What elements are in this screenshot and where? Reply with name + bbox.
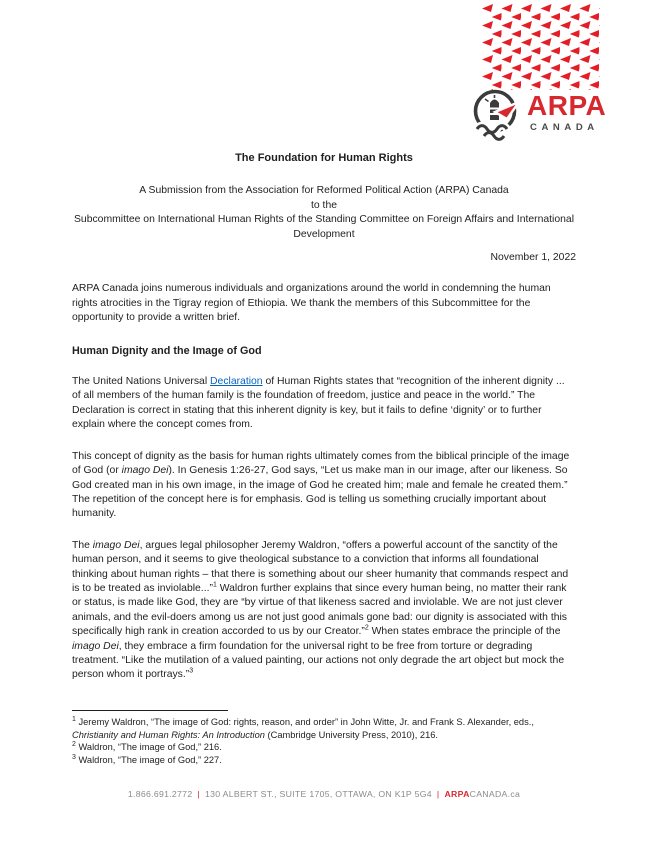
submission-line-1: A Submission from the Association for Reformed Political Action (ARPA) Canada [139,185,509,197]
arpa-logo [472,86,606,142]
submission-line-2: to the [311,199,337,211]
footnote-3: $^3$ Waldron, “The image of God,” 227. [72,753,222,765]
logo-brand-name: ARPA [527,90,607,121]
paragraph-un-declaration: The United Nations Universal Declaration of Human Rights states that “recognition of the inherent dignity ... of all members of the human family is the foundation of freedom, justice and peace in the world.” The Declaration is correct in stating that this inherent dignity is key, but it fails to define ‘dignity’ or to further explain where the concept comes from. [72,376,565,431]
footnote-marker: 3 [72,753,76,761]
triangle-pattern-decoration [482,4,600,90]
declaration-link[interactable]: Declaration [210,376,263,388]
paragraph-imago-dei: This concept of dignity as the basis for human rights ultimately comes from the biblical principle of the image of God (or imago Dei). In Genesis 1:26-27, God says, “Let us make man in our image, after our likeness. So God created man in his own image, in the image of God he created him; male and female he created them.” The repetition of the concept here is for emphasis. God is telling us something crucially important about humanity. [72,450,570,520]
footnote-1: $^1$ Jeremy Waldron, “The image of God: rights, reason, and order” in John Witte, Jr. and Frank S. Alexander, eds., Christianity and Human Rights: An Introduction (Cambridge University Press, 2010), 216. [72,715,534,740]
footnote-marker: 1 [212,581,217,589]
footnote-marker: 1 [72,715,76,723]
document-date: November 1, 2022 [490,252,576,264]
footnote-marker: 3 [189,667,194,675]
footnote-2: $^2$ Waldron, “The image of God,” 216. [72,741,222,753]
logo-country-name: CANADA [530,122,599,133]
submission-block [72,184,576,242]
footnote-separator [72,710,228,711]
footnote-marker: 2 [72,741,76,749]
lighthouse-icon [472,86,524,142]
paragraph-waldron: The imago Dei, argues legal philosopher Jeremy Waldron, “offers a powerful account of the sanctity of the human person, and it seems to give theological substance to a conviction that informs all foundational thinking about human rights – that there is something about our sheer humanity that commands respect and is to be treated as inviolable...”$^1$ Waldron further explains that since every human being, no matter their rank or status, is made like God, they are “by virtue of that likeness sacred and inviolable. We are not just clever animals, and the evil-doers among us are not just good animals gone bad: our dignity is associated with this specifically high rank in creation accorded to us by our Creator.”$^2$ When states embrace the principle of the imago Dei, they embrace a firm foundation for the universal right to be free from torture or degrading treatment. “Like the mutilation of a valued painting, our actions not only degrade the art object but mock the person whom it portrays.”$^3$ [72,539,569,681]
section-heading: Human Dignity and the Image of God [72,344,262,357]
logo-text [527,92,606,133]
document-title: The Foundation for Human Rights [235,152,413,164]
paragraph-intro: ARPA Canada joins numerous individuals and organizations around the world in condemning the human rights atrocities in the Tigray region of Ethiopia. We thank the members of this Subcommittee for the opportunity to provide a written brief. [72,283,551,324]
footnote-marker: 2 [364,624,369,632]
submission-line-3: Subcommittee on International Human Rights of the Standing Committee on Foreign Affairs and International Development [74,214,574,240]
document-content [72,151,576,683]
footnotes-section [72,710,576,766]
page-footer: 1.866.691.2772 | 130 ALBERT ST., SUITE 1705, OTTAWA, ON K1P 5G4 | ARPACANADA.ca [127,789,521,799]
